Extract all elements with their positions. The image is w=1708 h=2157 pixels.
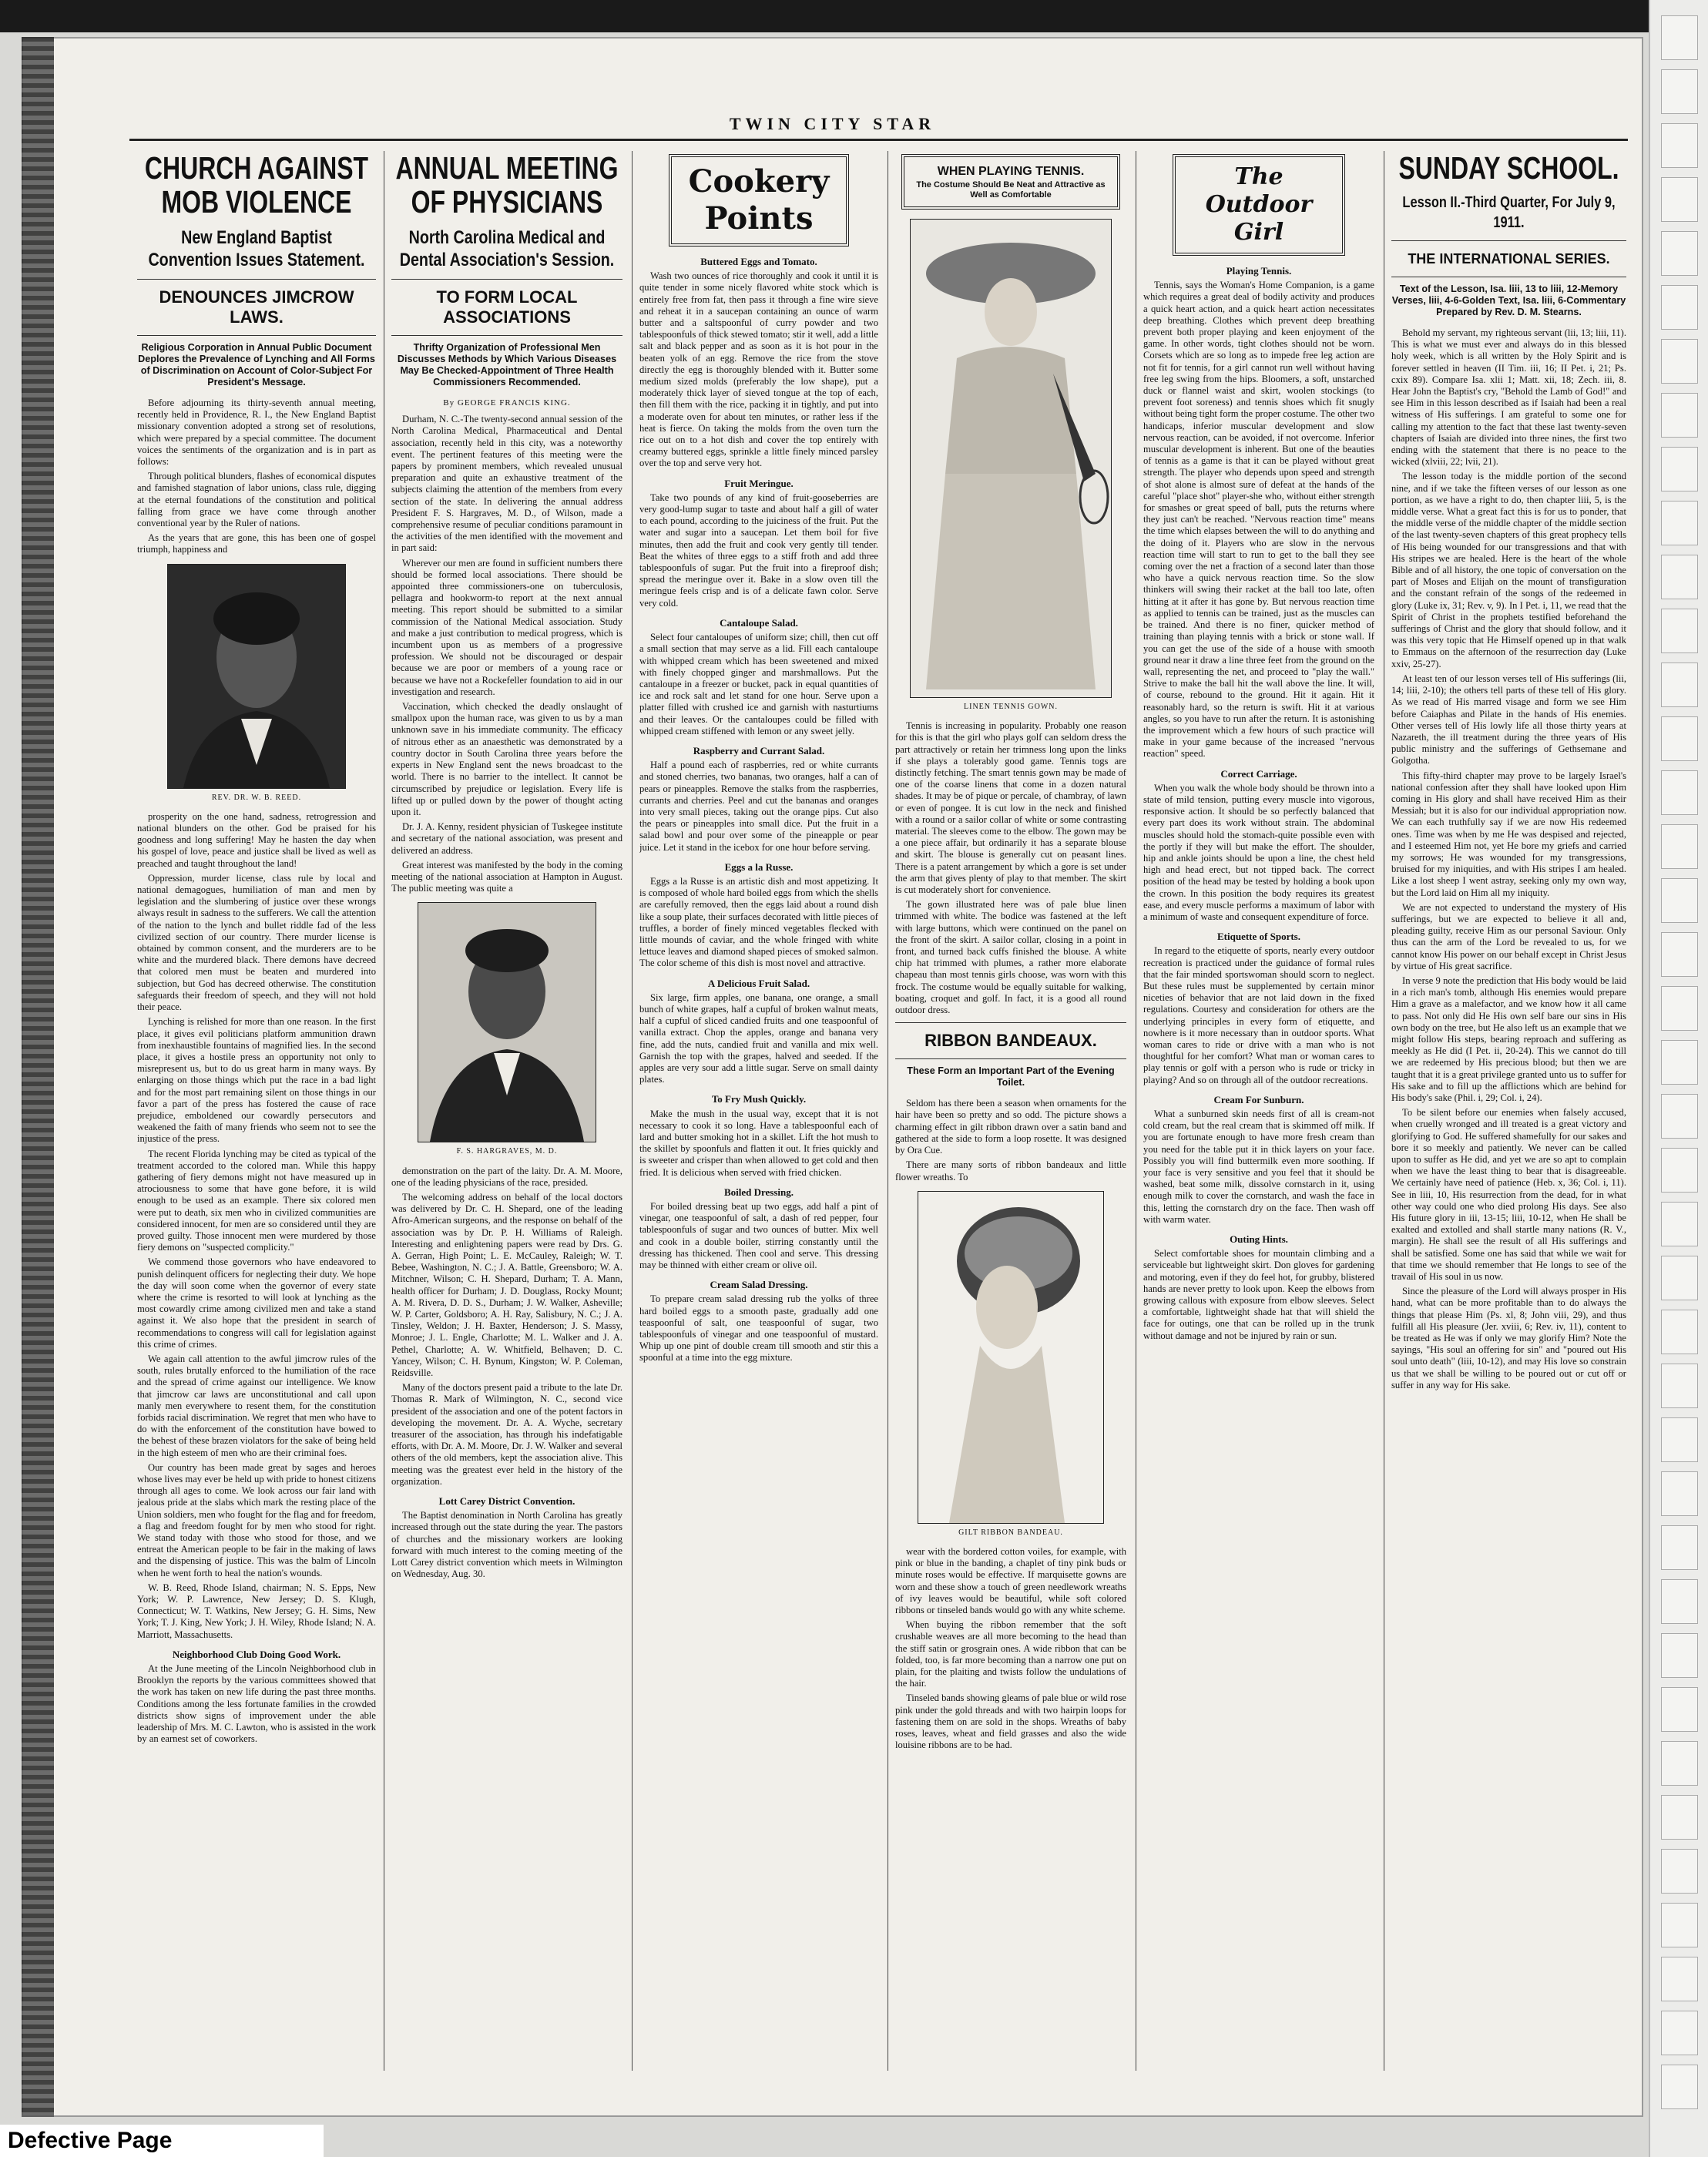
- section-title: Cream For Sunburn.: [1213, 1093, 1304, 1105]
- section-title: Fruit Meringue.: [724, 477, 794, 489]
- subhead: Lesson II.-Third Quarter, For July 9, 1911.: [1402, 194, 1616, 231]
- subhead: North Carolina Medical and Dental Association's Session.: [399, 227, 615, 270]
- deck: Thrifty Organization of Professional Men Discusses Methods by Which Various Diseases May Be Checked-Appointment of Three Health Commissioners Recommended.: [391, 335, 622, 388]
- section-title: Cantaloupe Salad.: [720, 616, 798, 629]
- paragraph: The welcoming address on behalf of the local doctors was delivered by Dr. C. H. Shepard, one of the leading Afro-American surgeons, and the response on behalf of the association was by Dr. P. H. Williams of Raleigh. Interesting and enlightening papers were read by Drs. G. A. Gerran, High Point; L. E. McCauley, Raleigh; W. T. Bebee, Washington, N. C.; J. A. Battle, Greensboro; W. A. Mitchner, Wilson; C. H. Shepard, Durham; T. A. Mann, health officer for Durham; J. D. Douglass, Rocky Mount; A. M. Rivera, D. D. S., Durham; J. W. Walker, Asheville; W. P. Carter, Goldsboro; A. H. Ray, Salisbury, N. C.; J. A. Tinsley, Weldon; J. H. Baxter, Henderson; J. S. Massy, Monroe; J. L. Engle, Charlotte; M. L. Walker and J. A. Pethel, Charlotte; A. W. Whitfield, Belhaven; D. C. Yancey, Wilson; C. H. Bynum, Kingston; W. P. Coleman, Reidsville.: [391, 1191, 622, 1378]
- paragraph: wear with the bordered cotton voiles, for example, with pink or blue in the banding, a chaplet of tiny pink buds or minute roses would be effective. If marquisette gowns are worn and these show a touch of green needlework wreaths of ivy leaves would be beautiful, while soft colored ribbons or tinseled bands would go with any white scheme.: [895, 1545, 1126, 1615]
- paragraph: We again call attention to the awful jimcrow rules of the south, rules brutally enforced to the humiliation of the race and the spread of crime against our intelligence. We know that jimcrow car laws are unconstitutional and call upon manly men everywhere to resent them, for the constitution forbids racial discrimination. We regret that men who have to do with the enforcement of the constitution have bowed to the behest of these brazen violators for the sake of being held in the high esteem of men who are their criminal foes.: [137, 1353, 376, 1458]
- box-title-line: The: [1234, 163, 1284, 190]
- paragraph: Half a pound each of raspberries, red or white currants and stoned cherries, two bananas, two oranges, half a can of pears or pineapples. Remove the stalks from the raspberries, currants and cherries. Peel and cut the bananas and oranges into very small pieces, taking out the orange pips. Cut also the pears or pineapples into small dice. Put the fruit in a salad bowl and pour over some of the pineapple or pear juice. Let it stand in the icebox for one hour before serving.: [639, 760, 878, 853]
- section-title: Lott Carey District Convention.: [438, 1495, 575, 1508]
- column-church-mob-violence: [137, 151, 376, 2071]
- tennis-gown-illustration: [910, 219, 1112, 698]
- photo-caption: REV. DR. W. B. REED.: [211, 793, 302, 802]
- tennis-boxhead: [901, 154, 1120, 210]
- paragraph: Six large, firm apples, one banana, one orange, a small bunch of white grapes, half a cupful of broken walnut meats, half a cupful of sliced candied fruits and one teaspoonful of vanilla extract. Chop the apples, orange and banana very fine, add the nuts, candied fruit and vanilla and mix well. Garnish the top with the grapes, halved and seeded. If the apples are very sour add a little sugar. Serve on small dainty plates.: [639, 991, 878, 1085]
- paragraph: What a sunburned skin needs first of all is cream-not cold cream, but the real cream that is skimmed off milk. If you are fortunate enough to have more fresh cream than you need for the table put it in thick layers on your face. Possibly you will find buttermilk even more soothing. If your face is very sensitive and you feel that it should be washed, beat some milk, dissolve cornstarch in it, using enough milk to cover the cornstarch, and wash the face in this, letting the cornstarch dry on the face. Then wash off with warm water.: [1143, 1109, 1374, 1225]
- paragraph: To be silent before our enemies when falsely accused, when cruelly wronged and ill treated is a great victory and glorifying to God. He suffered shamefully for our sakes and bore it so meekly and patiently. We never can be called upon to suffer as He did, and yet we are so apt to complain when we have the least thing to bear that is disagreeable. We certainly have need of patience (Heb. x, 36; Col. i, 11). See in liii, 10, His resurrection from the dead, for in what other way could one who died prolong His days. See also His future glory in iii, 13-15; liii, 10-12, when He shall be exalted and extolled and shall startle many nations (R. V., margin). He shall see the result of all His sufferings and shall be satisfied. Some one has said that while we wait for that time we should remember that He longs to see of the travail of His soul in us now.: [1391, 1107, 1626, 1283]
- paragraph: Since the pleasure of the Lord will always prosper in His hand, what can be more profitable than to do always the things that please Him (Ps. xl, 8; John viii, 29), and thus fulfill all His pleasure (Jer. xviii, 6; Rev. iv, 11), content to be treated as He was if only we may glorify Him? Note the sayings, "His soul an offering for sin" and "poured out His soul unto death" (liii, 10-12), and may His love so constrain us that we shall be willing to be poured out or cut off or suffer in any way for His sake.: [1391, 1286, 1626, 1390]
- section-title: Boiled Dressing.: [723, 1186, 794, 1198]
- paragraph: demonstration on the part of the laity. Dr. A. M. Moore, one of the leading physicians of the race, presided.: [391, 1165, 622, 1188]
- section-title: Cream Salad Dressing.: [710, 1279, 808, 1291]
- headline: SUNDAY SCHOOL.: [1398, 151, 1619, 186]
- paragraph: Select comfortable shoes for mountain climbing and a serviceable but lightweight skirt. Don gloves for gardening and motoring, even if they do feel hot, for grubby, blistered hands are never pretty to look upon. Keep the elbows from growing callous with exposure from elbow sleeves. Select a comfortable, lightweight shade hat that will shield the face for outings, one that can be rolled up in the trunk without damage and not be injured by rain or sun.: [1143, 1248, 1374, 1341]
- paragraph: Eggs a la Russe is an artistic dish and most appetizing. It is composed of whole hard boiled eggs from which the shells are carefully removed, then the eggs laid about a round dish like a soup plate, their surfaces decorated with little pieces of truffles, a border of finely minced vegetables flecked with little mounds of caviar, and the whole fringed with white lettuce leaves and diamond shaped pieces of smoked salmon. The color scheme of this dish is most novel and attractive.: [639, 875, 878, 969]
- paragraph: We commend those governors who have endeavored to punish delinquent officers for neglecting their duty. We hope the day will soon come when the governor of every state where the crime is resorted to will look at lynching as the most cowardly crime among civilized men and take a stand against it. We also hope that the president in search of recommendations to congress will call for legislation against this crime of crimes.: [137, 1256, 376, 1350]
- paragraph: Many of the doctors present paid a tribute to the late Dr. Thomas R. Mark of Wilmington, N. C., second vice president of the association and one of the potent factors in developing the movement. Dr. A. A. Wyche, secretary treasurer of the association, has through his indefatigable efforts, with Dr. A. M. Moore, Dr. J. W. Walker and several others of the old members, kept the association alive. This meeting was the greatest ever held in the history of the organization.: [391, 1382, 622, 1487]
- paragraph: Durham, N. C.-The twenty-second annual session of the North Carolina Medical, Pharmaceutical and Dental association, recently held in this city, was a noteworthy event. The pertinent features of this meeting were the papers by prominent members, which revealed unusual preparation and quite an exhaustive treatment of the subjects claiming the attention of the members from every section of the state. In delivering the annual address President F. S. Hargraves, M. D., of Wilson, made a comprehensive resume of peculiar conditions paramount in the activities of the men identified with the movement and in part said:: [391, 414, 622, 554]
- column-rule: [632, 151, 633, 2071]
- paragraph: Dr. J. A. Kenny, resident physician of Tuskegee institute and secretary of the national association, was present and delivered an address.: [391, 821, 622, 856]
- box-title-line: Outdoor: [1205, 191, 1313, 218]
- subhead-secondary: THE INTERNATIONAL SERIES.: [1391, 240, 1626, 269]
- cookery-points-boxhead: [669, 154, 849, 247]
- section-title: Neighborhood Club Doing Good Work.: [172, 1648, 341, 1660]
- paragraph: The recent Florida lynching may be cited as typical of the treatment accorded to the colored man. While this happy gathering of fiery demons might not have measured up in atrociousness to some that have gone before, it is wild enough to be used as an example. There six colored men were put to death, six men who in civilized communities are considered innocent, for men are so considered until they are proved guilty. Those innocent men were murdered by those fiery demons on "suspected complicity.": [137, 1148, 376, 1253]
- paragraph: In regard to the etiquette of sports, nearly every outdoor recreation is practiced under the guidance of formal rules that the fair minded sportswoman should scorn to neglect. But these rules must be supplemented by certain minor niceties of behavior that are not laid down in the fixed regulations. Courtesy and consideration for others are the underlying principles in every form of etiquette, and nowhere is it more necessary than in outdoor sports. What woman cares to ride or drive with a man who is not thoughtful for her comfort? What man or woman cares to play tennis or golf with a person who is rude or tricky in playing? And so on through all of the outdoor recreations.: [1143, 945, 1374, 1085]
- paragraph: In verse 9 note the prediction that His body would be laid in a rich man's tomb, although His enemies would prepare Him a grave as a malefactor, and we know how it all came to pass. Not only did He His own self bare our sins in His own body on the tree, but He also left us an example that we might follow His steps, bearing reproach and suffering as meekly as He did (I Pet. ii, 20-24). This we cannot do till we are redeemed by His precious blood; but then we are taught that it is a great privilege granted unto us to suffer for His sake and to fill up the afflictions which are behind for His body's sake (Phil. i, 29; Col. i, 24).: [1391, 975, 1626, 1103]
- outdoor-girl-boxhead: [1173, 154, 1345, 256]
- paragraph: W. B. Reed, Rhode Island, chairman; N. S. Epps, New York; W. P. Lawrence, New Jersey; D. S. Klugh, Connecticut; W. T. Watkins, New Jersey; G. H. Sims, New York; T. J. King, New York; J. H. Wiley, Rhode Island; N. A. Marriott, Massachusetts.: [137, 1582, 376, 1640]
- newspaper-page: [22, 37, 1643, 2117]
- paragraph: prosperity on the one hand, sadness, retrogression and national blunders on the other. God be praised for his goodness and long suffering! May he hasten the day when his gospel of love, peace and justice shall be lived as well as preached and taught throughout the land!: [137, 810, 376, 869]
- defective-page-label: Defective Page: [0, 2125, 324, 2157]
- subhead-secondary: DENOUNCES JIMCROW LAWS.: [137, 279, 376, 327]
- paragraph: Great interest was manifested by the body in the coming meeting of the national association at Hampton in August. The public meeting was quite a: [391, 859, 622, 894]
- paragraph: This fifty-third chapter may prove to be largely Israel's national confession after they shall have looked upon Him coming in His glory and shall have received Him as their Messiah; but it is also for our individual appropriation now. We can each truthfully say if we are now His redeemed ones. Time was when by me He was despised and rejected, and I esteemed Him not, yet He bore my griefs and carried my sorrows; He was wounded for my transgressions, bruised for my iniquities, and with His stripes I am healed. Like a lost sheep I went astray, seeking only my own way, but the Lord laid on Him all my iniquity.: [1391, 770, 1626, 898]
- paragraph: Our country has been made great by sages and heroes whose lives may ever be held up with pride to honest citizens through all ages to come. We look across our fair land with jealous pride at the slabs which mark the resting place of the Union soldiers, men who fought for the flag and for freedom, a flag and freedom fought for by men who stood for right. We stand today with those who stood for those, and we entreat the American people to be fair in the making of laws and the dispensing of justice. This was the balm of Lincoln when he went forth to heal the nation's wounds.: [137, 1461, 376, 1578]
- page-binding-gutter: [22, 37, 54, 2117]
- headline: ANNUAL MEETING OF PHYSICIANS: [395, 151, 619, 220]
- paragraph: The lesson today is the middle portion of the second nine, and if we take the fifteen verses of our lesson as one portion, as we have a right to do, then chapter liii, 5, is the middle verse. What a great fact this is for us to ponder, that the middle verse of the middle chapter of the middle section of the last twenty-seven chapters of this great prophecy tells of His being wounded for our transgressions and that with His stripes we are healed. Here is the heart of the whole Bible and of all history, the one topic of conversation on the part of Moses and Elijah on the mount of transfiguration and the constant refrain of the songs of the redeemed in glory (Luke ix, 31; Rev. v, 9). In I Pet. i, 11, we read that the Spirit of Christ in the prophets testified beforehand the sufferings of Christ and the glory that should follow, and it was this very topic that He Himself opened up in that walk to Emmaus on the afternoon of the resurrection day (Luke xxiv, 25-27).: [1391, 471, 1626, 669]
- subhead-secondary: TO FORM LOCAL ASSOCIATIONS: [391, 279, 622, 327]
- paragraph: There are many sorts of ribbon bandeaux and little flower wreaths. To: [895, 1159, 1126, 1182]
- box-subtitle: The Costume Should Be Neat and Attractive as Well as Comfortable: [916, 180, 1106, 200]
- headline: CHURCH AGAINST MOB VIOLENCE: [144, 151, 369, 220]
- paragraph: Through political blunders, flashes of economical disputes and famished stagnation of labor unions, class rule, digging at the eternal foundations of the constitution and political falling from grace we have come through another conventional year by the Ruler of nations.: [137, 471, 376, 529]
- paragraph: Tinseled bands showing gleams of pale blue or wild rose pink under the gold threads and with two hairpin loops for fastening them on are sold in the shops. Wreaths of baby roses, leaves, wheat and field grasses and also the wide louisine ribbons are to be had.: [895, 1692, 1126, 1751]
- box-title-line: Cookery: [688, 163, 830, 200]
- section-title: To Fry Mush Quickly.: [711, 1093, 807, 1105]
- section-title: Etiquette of Sports.: [1217, 931, 1300, 943]
- section-title: Buttered Eggs and Tomato.: [700, 256, 817, 267]
- film-frame-strip: [1649, 0, 1708, 2157]
- column-physicians: [391, 151, 622, 2071]
- byline: By GEORGE FRANCIS KING.: [443, 398, 571, 408]
- paragraph: When you walk the whole body should be thrown into a state of mild tension, putting every muscle into vigorous, responsive action. It should be so perfectly balanced that every part does its work without strain. The abdominal muscles should hold the stomach-quite possible even with the portly if they will but make the effort. The shoulder, hip and ankle joints should be upon a line, the chest held high and head erect, but not tipped back. The correct position of the head may be tested by holding a book upon the crown. In this position the body requires its greatest ease, and every muscle performs a maximum of labor with a minimum of waste and consequent expenditure of force.: [1143, 782, 1374, 922]
- paragraph: Before adjourning its thirty-seventh annual meeting, recently held in Providence, R. I., the New England Baptist missionary convention adopted a strong set of resolutions, which were prepared by a special committee. The document voices the sentiments of the organization and is in part as follows:: [137, 398, 376, 468]
- box-title-line: WHEN PLAYING TENNIS.: [937, 165, 1085, 178]
- section-title: Correct Carriage.: [1220, 767, 1297, 780]
- deck: Text of the Lesson, Isa. liii, 13 to liii, 12-Memory Verses, liii, 4-6-Golden Text, Isa. liii, 6-Commentary Prepared by Rev. D. M. Stearns.: [1391, 277, 1626, 318]
- column-cookery-points: [639, 151, 878, 2071]
- paragraph: Take two pounds of any kind of fruit-gooseberries are very good-lump sugar to taste and about half a gill of water to each pound, according to the juiciness of the fruit. Put the water and sugar into a saucepan. Let them boil for five minutes, then add the fruit and cook very gently till tender. Beat the whites of three eggs to a stiff froth and add three tablespoonfuls of sugar. Put the fruit into a fireproof dish; spread the meringue over it. Bake in a slow oven till the meringue feels crisp and is of a delicate fawn color. Serve very cold.: [639, 491, 878, 609]
- paragraph: Select four cantaloupes of uniform size; chill, then cut off a small section that may serve as a lid. Fill each cantaloupe with whipped cream which has been sweetened and mixed with finely chopped ginger and marshmallows. Put the cantaloupe in a freezer or bucket, pack in equal quantities of ice and rock salt and let stand for one hour. Serve upon a platter filled with crushed ice and garnish with nasturtiums and their leaves. Or the cantaloupes could be filled with whipped cream stiffened with lemon or any sweet jelly.: [639, 632, 878, 736]
- paragraph: At least ten of our lesson verses tell of His sufferings (lii, 14; liii, 2-10); the others tell parts of these tell of His glory. As we read of His marred visage and form we see Him before Caiaphas and Pilate in the hands of His enemies. Other verses tell of His lowly life all those thirty years at Nazareth, the ill treatment during the three years of His public ministry and the sufferings of Gethsemane and Golgotha.: [1391, 673, 1626, 767]
- paragraph: Oppression, murder license, class rule by local and national demagogues, humiliation of man and men by legislation and the slumbering of justice over these wrongs always result in sadness to the sufferers. We call the attention of the nation to the lynch and bullet riddle fad of the less civilized section of our country. There murder license is obtained by common consent, and the murderers are to be white and the murdered black. There demons have decreed that colored men must be beaten and murdered into subjection, but God has decreed otherwise. The constitution safeguards their freedom of speech, and they will not hold their peace.: [137, 872, 376, 1013]
- film-border-top: [0, 0, 1708, 32]
- portrait-photo: [418, 902, 596, 1142]
- photo-caption: LINEN TENNIS GOWN.: [964, 703, 1058, 711]
- deck: Religious Corporation in Annual Public Document Deplores the Prevalence of Lynching and All Forms of Discrimination on Account of Color-Subject For President's Message.: [137, 335, 376, 388]
- paragraph: Wherever our men are found in sufficient numbers there should be formed local associations. There should be appointed three commissioners-one on tuberculosis, pellagra and hookworm-to report at the next annual meeting. This report should be submitted to a similar commission of the National Medical association. Study and make a just contribution to medical progress, which is incumbent upon us as members of a progressive profession. We should not be discouraged or despair because we are poor or members of a young race or because we have not a Rockefeller foundation to aid in our investigation and research.: [391, 557, 622, 697]
- paragraph: Behold my servant, my righteous servant (lii, 13; liii, 11). This is what we must ever and always do in this blessed holy week, which is all written by the Holy Spirit and is forever settled in heaven (II Tim. iii, 16; II Pet. i, 21; Ps. cxix 89). Compare Isa. xlii 1; Matt. xii, 18; Zech. iii, 8. Hear John the Baptist's cry, "Behold the Lamb of God!" and see Him in this lesson described as if Isaiah had been a real witness of His sufferings. I am grateful to some one for calling my attention to the fact that these last twenty-seven chapters of Isaiah are divided into three nines, the first two ending with the statement that there is no peace to the wicked (xlviii, 22; lvii, 21).: [1391, 327, 1626, 468]
- paragraph: Tennis is increasing in popularity. Probably one reason for this is that the girl who plays golf can seldom dress the part attractively or retain her trimness long upon the links if she plays a tolerably good game. Tennis togs are distinctly fetching. The smart tennis gown may be made of one of the coarse linens that come in a dozen natural shades. It may be of pique or percale, of chambray, of lawn or even of pongee. It is cut low in the neck and finished with a round or a sailor collar of white or some contrasting material. The sleeves come to the elbow. The gown may be a one piece affair, but ordinarily it has a separate blouse and skirt. The blouse is generally cut on peasant lines. There is a patent arrangement by which a gore is set under the arm that gives plenty of play to that member. The skirt is cut moderately short for convenience.: [895, 720, 1126, 896]
- paragraph: Seldom has there been a season when ornaments for the hair have been so pretty and so odd. The picture shows a charming effect in gilt ribbon drawn over a satin band and gathered at the side to form a loop rosette. It was designed by Ora Cue.: [895, 1098, 1126, 1156]
- paragraph: At the June meeting of the Lincoln Neighborhood club in Brooklyn the reports by the various committees showed that the work has taken on new life during the past three months. Conditions among the less fortunate families in the crowded districts show signs of improvement under the able leadership of Mrs. M. C. Lawton, who is assisted in the work by an earnest set of coworkers.: [137, 1663, 376, 1745]
- subhead: New England Baptist Convention Issues Statement.: [148, 227, 365, 270]
- masthead-rule: [129, 139, 1628, 141]
- section-title: Outing Hints.: [1230, 1233, 1288, 1246]
- column-outdoor-girl: [1143, 151, 1374, 2071]
- column-sunday-school: [1391, 151, 1626, 2071]
- paragraph: Vaccination, which checked the deadly onslaught of smallpox upon the human race, was given to us by a man unknown save in his immediate community. The efficacy of nitrous ether as an anaesthetic was demonstrated by a country doctor in South Carolina three years before the experts in New England sent the news broadcast to the world. There is no barrier to the intellect. It cannot be circumscribed by prejudice or legislation. Every life is lifted up or pulled down by the power of thought acting upon it.: [391, 701, 622, 817]
- portrait-photo: [167, 564, 346, 789]
- section-title: Playing Tennis.: [1226, 265, 1292, 277]
- paragraph: Tennis, says the Woman's Home Companion, is a game which requires a great deal of bodily activity and produces a quick heart action, and a quick heart action necessitates deep breathing. Clothes which prevent deep breathing prevent both proper playing and keen enjoyment of the game. In other words, tight clothes should not be worn. Corsets which are so long as to impede free leg action are not fit for tennis, for a girl cannot run well without having free leg swing from the hips. Bloomers, a soft, unstarched duck or flannel waist and skirt, woolen stockings (to prevent foot soreness) and tennis shoes which fit snugly without being tight form the proper costume. The other two handicaps, inferior muscular development and slow nervous reaction, can be avoided, if not overcome. Inferior muscular development is inherent. But one of the beauties of tennis as a game is that it can be played without great strength. The player who depends upon speed and strength of shot alone is almost sure of defeat at the hands of the careful "place shot" player-she who, without either strength for smashes or great speed of ball, puts the returns where they just can't be reached. "Nervous reaction time" means the time which elapses between the will to do anything and the doing of it. Players who are slow in the nervous reaction time will start to run to get to the ball they see coming over the net a fraction of a second later than those who have a quick nervous reaction time. So the slow thinkers will swing their racket at the ball too late, often hitting at it after it has gone by. But nervous reaction time as applied to tennis can be trained, just as the muscles can be trained. And there is no finer, quicker method of training than playing tennis with a brick or stone wall. If you can get the use of the side of a house with smooth ground near it draw a line three feet from the ground on the wall, representing the net, and proceed to "play the wall." Strive to make the ball hit the wall above the line. It will, of course, rebound to the ground. Hit it again. Hit it reasonably hard, so the return is swift. Hit it at various angles, so you have to run after the return. It is astonishing the improvement which a few hours of such practice will make in your game because of the increased "nervous reaction" speed.: [1143, 280, 1374, 760]
- deck: These Form an Important Part of the Evening Toilet.: [895, 1058, 1126, 1089]
- paragraph: Make the mush in the usual way, except that it is not necessary to cook it so long. Have a tablespoonful each of lard and butter smoking hot in a skillet. Lift the hot mush to the skillet by spoonfuls and flatten it out. It fries quickly and is sweeter and crisper than when allowed to get cold and then fried. It is delicious when served with fried chicken.: [639, 1108, 878, 1178]
- bandeau-illustration: [918, 1191, 1104, 1524]
- photo-caption: F. S. HARGRAVES, M. D.: [456, 1147, 558, 1156]
- section-title: A Delicious Fruit Salad.: [707, 977, 810, 989]
- paragraph: As the years that are gone, this has been one of gospel triumph, happiness and: [137, 532, 376, 555]
- paragraph: When buying the ribbon remember that the soft crushable weaves are all more becoming to the head than the stiff satin or grosgrain ones. A wide ribbon that can be folded, too, is far more becoming than a narrow one put on plain, for the plaiting and twists follow the undulations of the hair.: [895, 1619, 1126, 1689]
- paragraph: The Baptist denomination in North Carolina has greatly increased through out the state during the year. The pastors of churches and the missionary workers are looking forward with much interest to the coming meeting of the Lott Carey district convention which meets in Wilmington on Wednesday, Aug. 30.: [391, 1510, 622, 1580]
- section-title: Eggs a la Russe.: [724, 860, 794, 873]
- subhead-secondary: RIBBON BANDEAUX.: [895, 1022, 1126, 1051]
- section-title: Raspberry and Currant Salad.: [693, 744, 825, 756]
- paragraph: Lynching is relished for more than one reason. In the first place, it gives evil politicians platform ammunition drawn from inexhaustible fountains of magnified lies. In the second place, it gives a hostile press an opportunity not only to misrepresent us, but to do us great harm in many ways. By enlarging on those things which put the race in a bad light and for the most part remaining silent on those things in our favor a part of the press has fostered the cause of race prejudice, emboldened our cowardly persecutors and weakened the faith of many friends who seem not to see the injustice of the press.: [137, 1016, 376, 1145]
- paragraph: We are not expected to understand the mystery of His sufferings, but we are expected to believe it all and, pleading guilty, receive Him as our personal Saviour. Only thus can the arm of the Lord be revealed to us, for we cannot know His power on our behalf except in Christ Jesus by virtue of His great sacrifice.: [1391, 901, 1626, 971]
- masthead: TWIN CITY STAR: [729, 114, 936, 133]
- paragraph: The gown illustrated here was of pale blue linen trimmed with white. The bodice was fastened at the left with large buttons, which were continued on the panel on the front of the skirt. A sailor collar, closing in a point in front, and turned back cuffs finished the blouse. A white chip hat trimmed with plumes, a rather more elaborate chapeau than most tennis girls choose, was worn with this frock. The costume would be equally suitable for walking, boating, croquet and golf. In fact, it is a good all round outdoor dress.: [895, 899, 1126, 1016]
- photo-caption: GILT RIBBON BANDEAU.: [958, 1528, 1063, 1537]
- column-tennis-costume: [895, 151, 1126, 2071]
- box-title-line: Girl: [1233, 219, 1284, 246]
- box-title-line: Points: [704, 200, 814, 236]
- paragraph: For boiled dressing beat up two eggs, add half a pint of vinegar, one teaspoonful of salt, a dash of red pepper, four tablespoonfuls of sugar and two ounces of butter. Mix well and cook in a double boiler, stirring constantly until the dressing has thickened. Then cool and serve. This dressing may be thinned with either cream or olive oil.: [639, 1201, 878, 1271]
- paragraph: Wash two ounces of rice thoroughly and cook it until it is quite tender in some nicely flavored white stock which is entirely free from fat, then pass it through a fine wire sieve and reheat it in a saucepan containing an ounce of warm butter and a saltspoonful of curry powder and two tablespoonfuls of thick stewed tomato; stir it well, add a little salt and black pepper and as soon as it is hot pour in the beaten yolk of an egg. Remove the rice from the stove directly the egg is thoroughly blended with it. Butter some medium sized molds (preferably the low shape), put a moderately thick layer of sieved tongue at the top of each, then fill them with the rice, packing it in tightly, and put into a moderate oven for about ten minutes, or rather less if the heat is fierce. On taking the molds from the oven turn the rice out on to a hot dish and cover the top entirely with creamy buttered eggs, sprinkle a little finely minced parsley over the top and serve very hot.: [639, 270, 878, 469]
- paragraph: To prepare cream salad dressing rub the yolks of three hard boiled eggs to a smooth paste, gradually add one teaspoonful of salt, one teaspoonful of sugar, two tablespoonfuls of vinegar and one teaspoonful of mustard. Whip up one pint of double cream till smooth and stir this a spoonful at a time into the egg mixture.: [639, 1293, 878, 1364]
